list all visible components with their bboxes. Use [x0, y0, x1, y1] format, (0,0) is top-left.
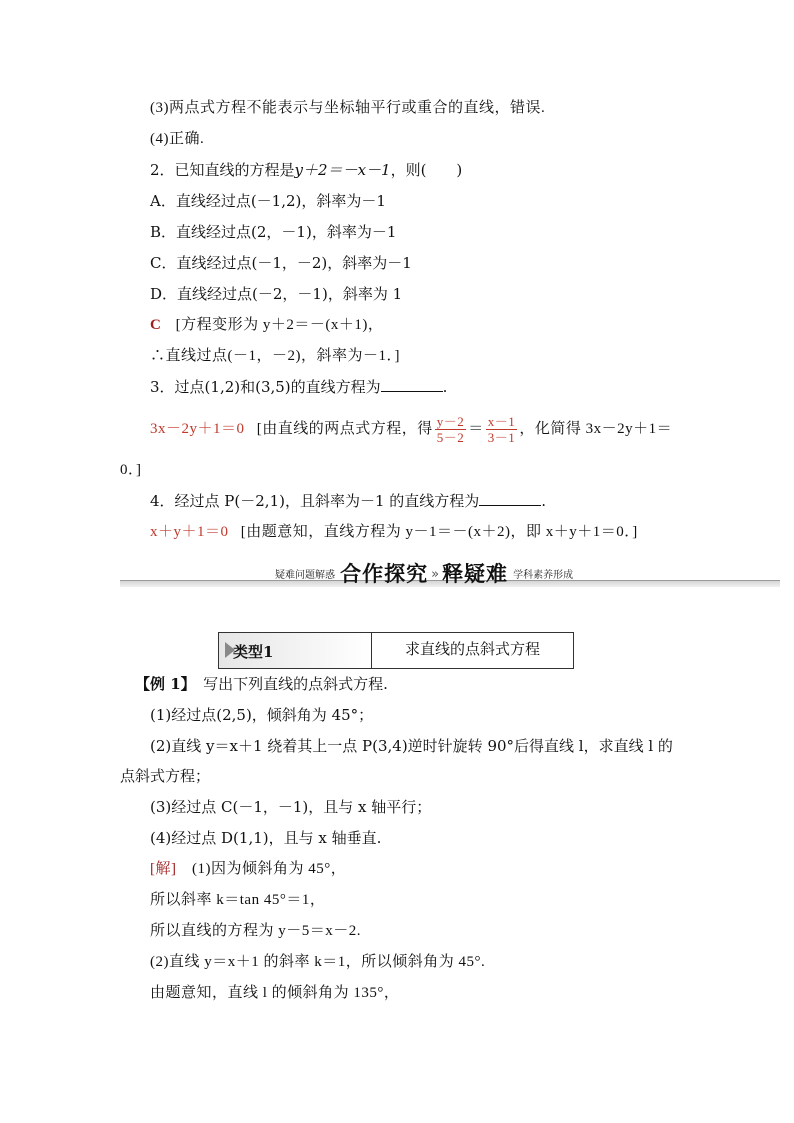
question-2-answer: C: [150, 317, 162, 333]
question-3-solution-pre: [由直线的两点式方程，得: [256, 421, 433, 437]
answer-blank: [381, 377, 443, 392]
question-3: [150, 377, 447, 397]
question-2: [150, 160, 462, 180]
fraction-1-denominator: 5－2: [436, 430, 465, 446]
fraction-1-numerator: y－2: [436, 414, 465, 430]
banner-right-text: 学科素养形成: [513, 570, 574, 581]
example-part-1: (1)经过点(2,5)，倾斜角为 45°；: [150, 706, 374, 724]
example-stem: 写出下列直线的点斜式方程.: [188, 675, 388, 693]
question-4-stem: 4．经过点 P(－2,1)，且斜率为－1 的直线方程为: [150, 492, 480, 510]
solution-line-3: 所以直线的方程为 y－5＝x－2.: [150, 923, 362, 939]
question-2-stem-pre: 2．已知直线的方程是: [150, 161, 295, 179]
type-label-cell: [219, 633, 372, 668]
chevron-right-icon: »: [431, 567, 440, 582]
question-3-solution-post: ，化简得 3x－2y＋1＝: [519, 421, 673, 437]
question-4-solution: [150, 522, 638, 542]
example-part-3: (3)经过点 C(－1，－1)，且与 x 轴平行；: [150, 798, 432, 816]
option-d: D．直线经过点(－2，－1)，斜率为 1: [150, 285, 403, 303]
solution-tag: [解]: [150, 861, 177, 877]
option-c: C．直线经过点(－1，－2)，斜率为－1: [150, 254, 412, 272]
type-box: [218, 632, 574, 669]
banner-title-1: 合作探究: [340, 562, 429, 586]
question-2-equation: y＋2＝－x－1: [294, 161, 391, 179]
question-4-solution-text: [由题意知，直线方程为 y－1＝－(x＋2)，即 x＋y＋1＝0．]: [240, 524, 638, 540]
fraction-2-numerator: x－1: [487, 414, 516, 430]
type-title: 求直线的点斜式方程: [404, 640, 540, 658]
banner-content: [275, 558, 573, 588]
solution-step-1: (1)因为倾斜角为 45°，: [176, 861, 347, 877]
item-3-note: (3)两点式方程不能表示与坐标轴平行或重合的直线，错误.: [150, 100, 546, 116]
fraction-1: [435, 414, 467, 445]
example-tag: 【例 1】: [135, 675, 189, 693]
banner-left-text: 疑难问题解惑: [275, 570, 335, 581]
question-4: [150, 491, 546, 511]
question-3-stem-end: .: [442, 378, 448, 396]
type-label: 类型1: [233, 643, 274, 661]
answer-blank: [479, 491, 541, 506]
equals-sign: ＝: [468, 421, 484, 437]
question-2-stem-post: ，则( ): [390, 161, 463, 179]
fraction-2-denominator: 3－1: [487, 430, 516, 446]
item-4-note: (4)正确.: [150, 131, 205, 147]
example-part-4: (4)经过点 D(1,1)，且与 x 轴垂直.: [150, 829, 382, 847]
solution-line-2: 所以斜率 k＝tan 45°＝1，: [150, 892, 326, 908]
question-2-solution-line1: [方程变形为 y＋2＝－(x＋1)，: [175, 317, 384, 333]
question-2-solution: [150, 315, 383, 335]
question-3-solution: [150, 410, 672, 448]
question-3-stem: 3．过点(1,2)和(3,5)的直线方程为: [150, 378, 381, 396]
option-a: A．直线经过点(－1,2)，斜率为－1: [150, 192, 386, 210]
solution-line-4: (2)直线 y＝x＋1 的斜率 k＝1，所以倾斜角为 45°.: [150, 954, 486, 970]
solution-line-5: 由题意知，直线 l 的倾斜角为 135°，: [150, 985, 400, 1001]
question-2-solution-line2: ∴直线过点(－1，－2)，斜率为－1．]: [150, 348, 400, 364]
example-1: [135, 674, 388, 694]
fraction-2: [486, 414, 518, 445]
question-3-solution-end: 0．]: [120, 462, 142, 478]
banner-title-2: 释疑难: [442, 562, 509, 586]
question-3-answer: 3x－2y＋1＝0: [150, 421, 245, 437]
example-part-2: (2)直线 y＝x＋1 绕着其上一点 P(3,4)逆时针旋转 90°后得直线 l，求直线 l 的: [150, 737, 673, 755]
question-4-answer: x＋y＋1＝0: [150, 524, 229, 540]
solution-line-1: [150, 859, 346, 879]
example-part-2-cont: 点斜式方程；: [120, 767, 211, 785]
section-banner: [120, 558, 780, 586]
question-4-stem-end: .: [541, 492, 547, 510]
option-b: B．直线经过点(2，－1)，斜率为－1: [150, 223, 397, 241]
